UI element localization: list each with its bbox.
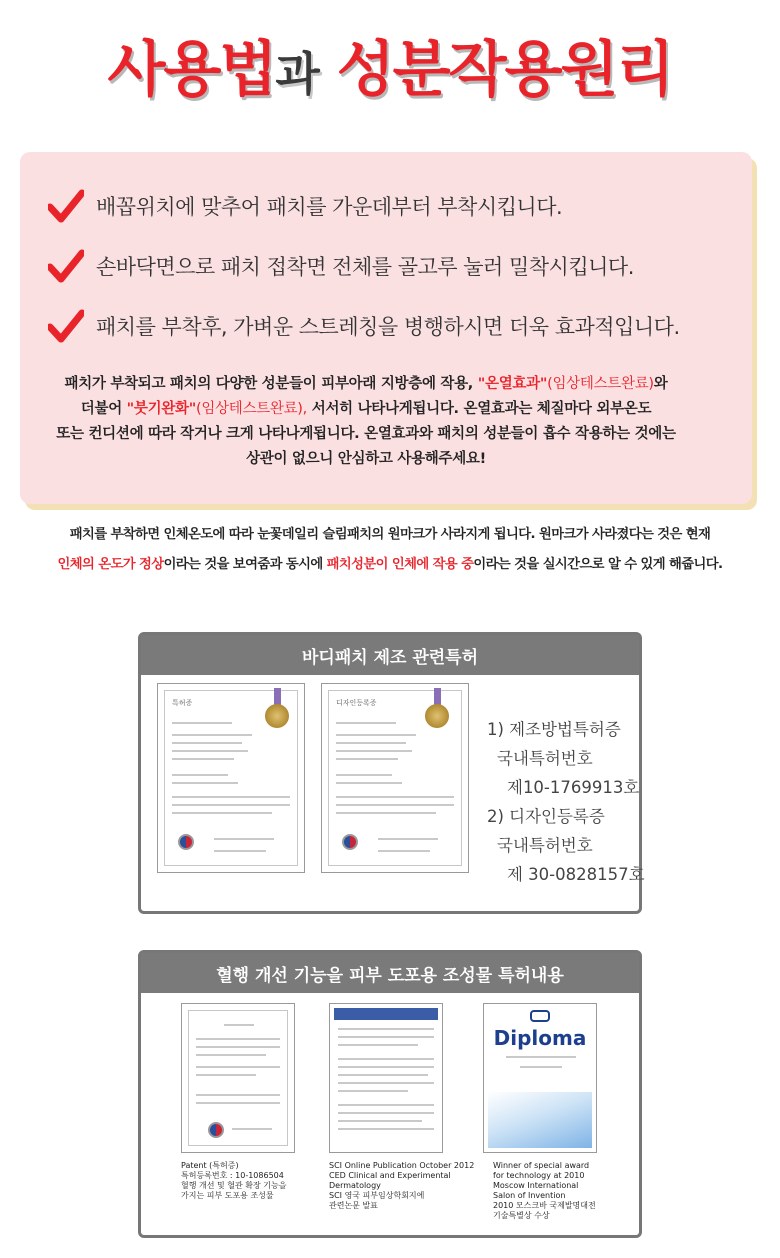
clinical-note: (임상테스트완료),: [196, 401, 307, 417]
patent-document-image: [181, 1003, 295, 1153]
mark-note: [0, 520, 780, 580]
check-icon: [48, 189, 84, 223]
caption-line: 혈행 개선 및 혈관 확장 기능을: [181, 1181, 287, 1190]
caption-line: Patent (특허증): [181, 1161, 239, 1170]
patent-info-line: 제 30-0828157호: [507, 865, 645, 884]
patent-info-line: 2) 디자인등록증: [487, 807, 605, 826]
gold-seal-icon: [265, 704, 289, 728]
caption-line: SCI Online Publication October 2012: [329, 1161, 475, 1170]
diploma-title: Diploma: [493, 1026, 587, 1050]
description-text: 패치가 부착되고 패치의 다양한 성분들이 피부아래 지방층에 작용,: [64, 376, 478, 392]
patent-certificate-image: [157, 683, 305, 873]
patent-info: [487, 715, 645, 889]
diploma-image: [483, 1003, 597, 1153]
title-part1: 사용법: [107, 35, 276, 105]
note-text: 이라는 것을 보여줌과 동시에: [163, 557, 327, 572]
caption-publication: [329, 1161, 474, 1211]
description-text: 더불어: [80, 401, 127, 417]
description-text: 서서히 나타나게됩니다. 온열효과는 체질마다 외부온도: [306, 401, 652, 417]
patent-info-line: 국내특허번호: [497, 836, 593, 855]
caption-line: 관련논문 발표: [329, 1201, 378, 1210]
note-highlight: 인체의 온도가 정상: [57, 557, 164, 572]
highlight-swelling: "붓기완화": [126, 401, 196, 417]
instruction-text: 배꼽위치에 맞추어 패치를 가운데부터 부착시킵니다.: [96, 195, 563, 219]
caption-line: 기술특별상 수상: [493, 1211, 550, 1220]
highlight-warming: "온열효과": [477, 376, 548, 392]
caption-line: SCI 영국 피부임상학회지에: [329, 1191, 425, 1200]
publication-document-image: [329, 1003, 443, 1153]
korea-emblem-icon: [178, 834, 194, 850]
caption-line: Salon of Invention: [493, 1191, 566, 1200]
instruction-item: [48, 306, 680, 346]
korea-emblem-icon: [342, 834, 358, 850]
patent-panel: [138, 632, 645, 914]
description-text: 와: [653, 376, 668, 392]
check-icon: [48, 249, 84, 283]
instruction-item: [48, 186, 562, 226]
certificate-heading: 특허증: [172, 699, 193, 707]
patent-panel-heading: 바디패치 제조 관련특허: [141, 635, 639, 675]
description-text: 상관이 없으니 안심하고 사용해주세요!: [246, 451, 486, 467]
instruction-item: [48, 246, 634, 286]
caption-award: [493, 1161, 596, 1221]
korea-emblem-icon: [208, 1122, 224, 1138]
award-panel-heading: 혈행 개선 기능을 피부 도포용 조성물 특허내용: [141, 953, 639, 993]
note-highlight: 패치성분이 인체에 작용 중: [326, 557, 474, 572]
note-text: 이라는 것을 실시간으로 알 수 있게 해줍니다.: [473, 557, 723, 572]
patent-info-line: 1) 제조방법특허증: [487, 720, 621, 739]
caption-line: CED Clinical and Experimental: [329, 1171, 451, 1180]
award-panel: [138, 950, 642, 1238]
note-line: 패치를 부착하면 인체온도에 따라 눈꽃데일리 슬림패치의 원마크가 사라지게 됩니다. 원마크가 사라졌다는 것은 현재: [69, 527, 711, 542]
patent-info-line: 제10-1769913호: [507, 778, 640, 797]
design-certificate-image: [321, 683, 469, 873]
patent-info-line: 국내특허번호: [497, 749, 593, 768]
page-title: [0, 30, 780, 114]
clinical-note: (임상테스트완료): [547, 376, 654, 392]
caption-line: 2010 모스크바 국제발명대전: [493, 1201, 596, 1210]
gold-seal-icon: [425, 704, 449, 728]
caption-patent: [181, 1161, 286, 1201]
check-icon: [48, 309, 84, 343]
caption-line: Moscow International: [493, 1181, 579, 1190]
certificate-heading: 디자인등록증: [336, 699, 377, 707]
caption-line: 가지는 피부 도포용 조성물: [181, 1191, 274, 1200]
title-connector: 과: [275, 47, 318, 101]
description-text: 또는 컨디션에 따라 작거나 크게 나타나게됩니다. 온열효과와 패치의 성분들이 흡수 작용하는 것에는: [56, 426, 676, 442]
title-part2: 성분작용원리: [336, 35, 673, 105]
caption-line: 특허등록번호 : 10-1086504: [181, 1171, 284, 1180]
description-paragraph: [20, 372, 712, 472]
caption-line: Dermatology: [329, 1181, 381, 1190]
caption-line: for technology at 2010: [493, 1171, 585, 1180]
instruction-text: 손바닥면으로 패치 접착면 전체를 골고루 눌러 밀착시킵니다.: [96, 255, 634, 279]
instruction-text: 패치를 부착후, 가벼운 스트레칭을 병행하시면 더욱 효과적입니다.: [96, 315, 680, 339]
caption-line: Winner of special award: [493, 1161, 590, 1170]
